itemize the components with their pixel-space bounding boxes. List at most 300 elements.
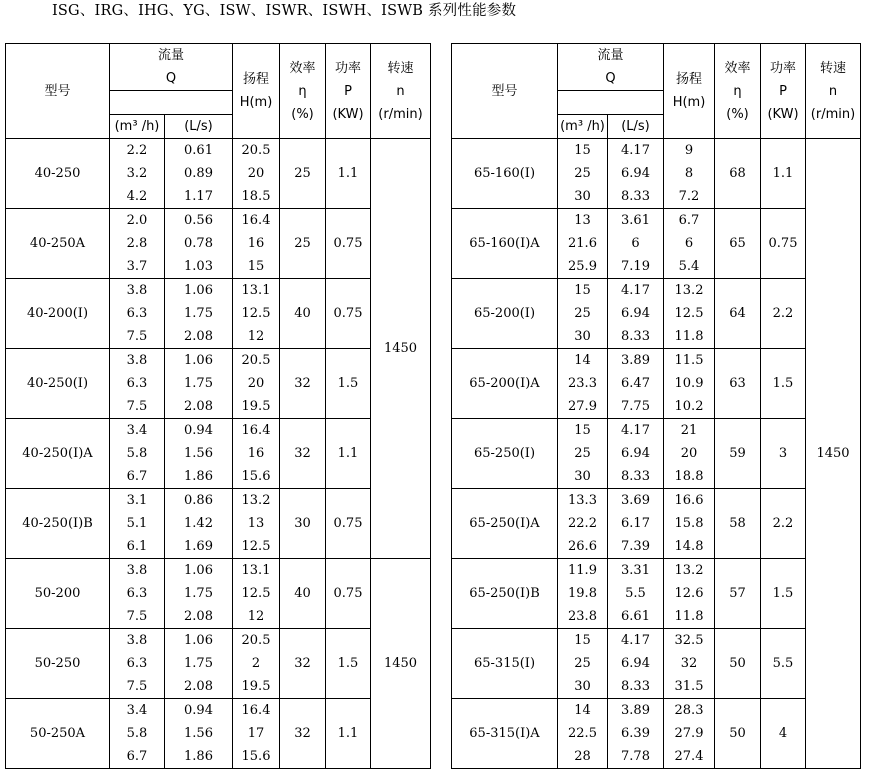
model-cell: 50-200 [6,559,110,629]
cell-value: 32.5 [674,633,704,648]
cell-value: 17 [247,726,265,741]
cell-value: 3.1 [126,493,148,508]
cell-value: 3.8 [126,633,148,648]
head-cell [664,139,715,209]
efficiency-cell: 63 [715,349,761,419]
cell-value: 10.2 [674,399,704,414]
cell-value: 20.5 [241,353,271,368]
model-cell: 65-200(I)A [452,349,558,419]
cell-value: 11.5 [674,353,704,368]
efficiency-cell: 32 [280,699,326,769]
cell-value: 6 [631,236,640,251]
flow-m3h-cell [110,419,165,489]
flow-m3h-cell [110,349,165,419]
head-cell [233,699,280,769]
cell-value: 30 [574,469,591,484]
cell-value: 12.6 [674,586,704,601]
cell-value: 11.8 [674,609,704,624]
cell-value: 13 [247,516,265,531]
table-body [6,139,431,769]
flow-m3h-cell [558,419,608,489]
cell-value: 2.0 [126,213,148,228]
cell-value: 15 [247,259,265,274]
cell-value: 31.5 [674,679,704,694]
cell-value: 14.8 [674,539,704,554]
table-row [452,559,861,629]
power-cell: 3 [761,419,806,489]
cell-value: 1.42 [184,516,213,531]
head-cell [233,629,280,699]
cell-value: 16.4 [241,423,271,438]
efficiency-cell: 32 [280,629,326,699]
cell-value: 20 [247,166,265,181]
cell-value: 1.86 [184,749,213,764]
table-row [6,629,431,699]
cell-value: 4.2 [126,189,148,204]
cell-value: 32 [680,656,698,671]
cell-value: 20.5 [241,633,271,648]
table-header [6,44,431,139]
efficiency-cell: 25 [280,139,326,209]
cell-value: 1.06 [184,563,213,578]
head-cell [233,419,280,489]
header-speed: 转速 n (r/min) [371,44,431,139]
cell-value: 4.17 [621,143,650,158]
cell-value: 13.2 [241,493,271,508]
model-cell: 65-250(I)B [452,559,558,629]
header-flow-ls: (L/s) [608,115,664,139]
cell-value: 4.17 [621,283,650,298]
cell-value: 20.5 [241,143,271,158]
cell-value: 8.33 [621,469,650,484]
cell-value: 10.9 [674,376,704,391]
table-body [452,139,861,769]
cell-value: 2.2 [126,143,148,158]
header-power: 功率 P (KW) [326,44,371,139]
cell-value: 16.4 [241,213,271,228]
cell-value: 3.4 [126,703,148,718]
cell-value: 3.69 [621,493,650,508]
flow-m3h-cell [110,209,165,279]
cell-value: 7.5 [126,399,148,414]
head-cell [664,629,715,699]
cell-value: 7.19 [621,259,650,274]
cell-value: 19.8 [568,586,597,601]
cell-value: 0.61 [184,143,213,158]
speed-cell: 1450 [371,139,431,559]
efficiency-cell: 40 [280,279,326,349]
table-row [452,279,861,349]
head-cell [233,209,280,279]
cell-value: 21 [680,423,698,438]
cell-value: 27.4 [674,749,704,764]
power-cell: 1.5 [326,349,371,419]
cell-value: 30 [574,189,591,204]
flow-ls-cell [608,559,664,629]
head-cell [664,349,715,419]
head-cell [233,559,280,629]
header-flow-m3h: (m³ /h) [558,115,608,139]
cell-value: 6.94 [621,446,650,461]
header-efficiency: 效率 η (%) [715,44,761,139]
speed-cell: 1450 [806,139,861,769]
cell-value: 1.56 [184,726,213,741]
flow-ls-cell [165,629,233,699]
table-row [452,629,861,699]
cell-value: 13 [574,213,591,228]
cell-value: 2 [251,656,261,671]
flow-ls-cell [608,279,664,349]
head-cell [233,349,280,419]
page-title: ISG、IRG、IHG、YG、ISW、ISWR、ISWH、ISWB 系列性能参数 [52,3,517,19]
efficiency-cell: 59 [715,419,761,489]
power-cell: 5.5 [761,629,806,699]
cell-value: 3.8 [126,563,148,578]
model-cell: 50-250A [6,699,110,769]
cell-value: 1.06 [184,283,213,298]
cell-value: 1.69 [184,539,213,554]
power-cell: 4 [761,699,806,769]
model-cell: 40-250A [6,209,110,279]
cell-value: 1.56 [184,446,213,461]
cell-value: 28 [574,749,591,764]
head-cell [233,279,280,349]
cell-value: 4.17 [621,423,650,438]
cell-value: 22.5 [568,726,597,741]
cell-value: 16 [247,446,265,461]
header-model: 型号 [452,44,558,139]
efficiency-cell: 65 [715,209,761,279]
flow-ls-cell [608,629,664,699]
table-gap [434,43,451,741]
flow-ls-cell [608,419,664,489]
flow-m3h-cell [110,559,165,629]
flow-ls-cell [608,699,664,769]
header-head: 扬程 H(m) [233,44,280,139]
cell-value: 15 [574,283,591,298]
flow-m3h-cell [558,209,608,279]
model-cell: 40-250(I) [6,349,110,419]
cell-value: 9 [684,143,694,158]
flow-ls-cell [608,489,664,559]
cell-value: 6.94 [621,656,650,671]
cell-value: 6.7 [126,749,148,764]
cell-value: 28.3 [674,703,704,718]
cell-value: 12.5 [241,586,271,601]
cell-value: 1.17 [184,189,213,204]
cell-value: 3.89 [621,353,650,368]
power-cell: 1.1 [326,699,371,769]
head-cell [664,419,715,489]
header-head: 扬程 H(m) [664,44,715,139]
table-row [452,349,861,419]
cell-value: 25 [574,166,591,181]
flow-m3h-cell [110,139,165,209]
cell-value: 6.3 [126,376,148,391]
flow-ls-cell [608,349,664,419]
cell-value: 26.6 [568,539,597,554]
head-cell [664,209,715,279]
cell-value: 4.17 [621,633,650,648]
model-cell: 40-250 [6,139,110,209]
cell-value: 6.1 [126,539,148,554]
table-row [452,419,861,489]
cell-value: 3.7 [126,259,148,274]
cell-value: 11.8 [674,329,704,344]
cell-value: 7.75 [621,399,650,414]
efficiency-cell: 25 [280,209,326,279]
cell-value: 12 [247,329,265,344]
cell-value: 8 [684,166,694,181]
model-cell: 40-200(I) [6,279,110,349]
cell-value: 6.47 [621,376,650,391]
cell-value: 3.61 [621,213,650,228]
cell-value: 1.06 [184,353,213,368]
flow-m3h-cell [558,559,608,629]
power-cell: 1.5 [761,349,806,419]
cell-value: 30 [574,679,591,694]
cell-value: 27.9 [674,726,704,741]
head-cell [664,489,715,559]
table-row [452,699,861,769]
cell-value: 5.1 [126,516,148,531]
cell-value: 0.94 [184,423,213,438]
model-cell: 65-315(I)A [452,699,558,769]
cell-value: 7.5 [126,329,148,344]
cell-value: 6.94 [621,306,650,321]
power-cell: 0.75 [326,489,371,559]
table-row [6,699,431,769]
cell-value: 8.33 [621,679,650,694]
cell-value: 13.2 [674,283,704,298]
flow-ls-cell [165,279,233,349]
model-cell: 65-200(I) [452,279,558,349]
cell-value: 6.39 [621,726,650,741]
cell-value: 11.9 [568,563,597,578]
header-power: 功率 P (KW) [761,44,806,139]
model-cell: 65-315(I) [452,629,558,699]
cell-value: 12.5 [674,306,704,321]
cell-value: 15.6 [241,469,271,484]
cell-value: 1.75 [184,306,213,321]
cell-value: 6.61 [621,609,650,624]
cell-value: 20 [680,446,698,461]
cell-value: 2.08 [184,399,213,414]
cell-value: 18.8 [674,469,704,484]
efficiency-cell: 58 [715,489,761,559]
cell-value: 3.89 [621,703,650,718]
cell-value: 1.03 [184,259,213,274]
cell-value: 0.56 [184,213,213,228]
table-row [6,559,431,629]
efficiency-cell: 30 [280,489,326,559]
model-cell: 50-250 [6,629,110,699]
cell-value: 5.8 [126,446,148,461]
cell-value: 12.5 [241,306,271,321]
flow-m3h-cell [558,629,608,699]
cell-value: 13.2 [674,563,704,578]
flow-m3h-cell [110,489,165,559]
cell-value: 20 [247,376,265,391]
cell-value: 12 [247,609,265,624]
table-row [452,209,861,279]
cell-value: 14 [574,703,591,718]
cell-value: 7.39 [621,539,650,554]
head-cell [664,699,715,769]
head-cell [664,559,715,629]
header-efficiency: 效率 η (%) [280,44,326,139]
power-cell: 1.1 [326,419,371,489]
table-row [6,489,431,559]
cell-value: 3.8 [126,283,148,298]
table-row [6,209,431,279]
cell-value: 5.5 [625,586,646,601]
cell-value: 8.33 [621,329,650,344]
power-cell: 0.75 [326,559,371,629]
cell-value: 0.78 [184,236,213,251]
flow-m3h-cell [558,489,608,559]
cell-value: 3.4 [126,423,148,438]
power-cell: 2.2 [761,489,806,559]
efficiency-cell: 32 [280,419,326,489]
head-cell [664,279,715,349]
cell-value: 19.5 [241,679,271,694]
cell-value: 6.3 [126,586,148,601]
table-header [452,44,861,139]
flow-m3h-cell [110,279,165,349]
cell-value: 3.2 [126,166,148,181]
table-row [452,139,861,209]
table-row [6,349,431,419]
cell-value: 0.94 [184,703,213,718]
head-cell [233,139,280,209]
model-cell: 40-250(I)B [6,489,110,559]
power-cell: 1.5 [761,559,806,629]
header-model: 型号 [6,44,110,139]
cell-value: 2.8 [126,236,148,251]
cell-value: 0.89 [184,166,213,181]
cell-value: 18.5 [241,189,271,204]
power-cell: 2.2 [761,279,806,349]
power-cell: 1.1 [326,139,371,209]
cell-value: 19.5 [241,399,271,414]
cell-value: 3.31 [621,563,650,578]
cell-value: 7.5 [126,609,148,624]
flow-m3h-cell [558,139,608,209]
flow-m3h-cell [558,699,608,769]
flow-m3h-cell [110,629,165,699]
table-row [6,279,431,349]
cell-value: 27.9 [568,399,597,414]
cell-value: 1.75 [184,586,213,601]
cell-value: 13.1 [241,563,271,578]
cell-value: 2.08 [184,329,213,344]
model-cell: 65-160(I) [452,139,558,209]
flow-ls-cell [608,139,664,209]
header-flow-m3h: (m³ /h) [110,115,165,139]
cell-value: 1.06 [184,633,213,648]
cell-value: 5.4 [678,259,700,274]
cell-value: 15.6 [241,749,271,764]
cell-value: 1.86 [184,469,213,484]
flow-ls-cell [165,349,233,419]
cell-value: 1.75 [184,656,213,671]
flow-ls-cell [608,209,664,279]
cell-value: 6.94 [621,166,650,181]
cell-value: 23.8 [568,609,597,624]
power-cell: 0.75 [326,279,371,349]
efficiency-cell: 50 [715,699,761,769]
cell-value: 6.17 [621,516,650,531]
cell-value: 30 [574,329,591,344]
efficiency-cell: 64 [715,279,761,349]
flow-m3h-cell [558,349,608,419]
header-flow: 流量 Q [558,44,664,91]
power-cell: 0.75 [761,209,806,279]
flow-ls-cell [165,209,233,279]
cell-value: 3.8 [126,353,148,368]
efficiency-cell: 32 [280,349,326,419]
cell-value: 6.3 [126,656,148,671]
cell-value: 13.3 [568,493,597,508]
cell-value: 6.7 [126,469,148,484]
cell-value: 23.3 [568,376,597,391]
cell-value: 15 [574,143,591,158]
cell-value: 16.6 [674,493,704,508]
cell-value: 21.6 [568,236,597,251]
cell-value: 5.8 [126,726,148,741]
model-cell: 65-250(I) [452,419,558,489]
flow-m3h-cell [558,279,608,349]
cell-value: 25.9 [568,259,597,274]
flow-ls-cell [165,699,233,769]
power-cell: 1.5 [326,629,371,699]
cell-value: 2.08 [184,679,213,694]
speed-cell: 1450 [371,559,431,769]
performance-table-left [5,43,431,769]
cell-value: 7.2 [678,189,700,204]
cell-value: 15 [574,633,591,648]
flow-ls-cell [165,489,233,559]
header-flow: 流量 Q [110,44,233,91]
cell-value: 12.5 [241,539,271,554]
cell-value: 15 [574,423,591,438]
efficiency-cell: 40 [280,559,326,629]
performance-table-right [451,43,861,769]
efficiency-cell: 68 [715,139,761,209]
power-cell: 1.1 [761,139,806,209]
cell-value: 25 [574,446,591,461]
header-speed: 转速 n (r/min) [806,44,861,139]
flow-ls-cell [165,419,233,489]
cell-value: 1.75 [184,376,213,391]
cell-value: 6.7 [678,213,700,228]
model-cell: 65-160(I)A [452,209,558,279]
cell-value: 25 [574,306,591,321]
cell-value: 16.4 [241,703,271,718]
model-cell: 40-250(I)A [6,419,110,489]
flow-ls-cell [165,559,233,629]
cell-value: 14 [574,353,591,368]
flow-ls-cell [165,139,233,209]
cell-value: 7.78 [621,749,650,764]
flow-m3h-cell [110,699,165,769]
cell-value: 13.1 [241,283,271,298]
cell-value: 15.8 [674,516,704,531]
model-cell: 65-250(I)A [452,489,558,559]
header-flow-ls: (L/s) [165,115,233,139]
cell-value: 6.3 [126,306,148,321]
